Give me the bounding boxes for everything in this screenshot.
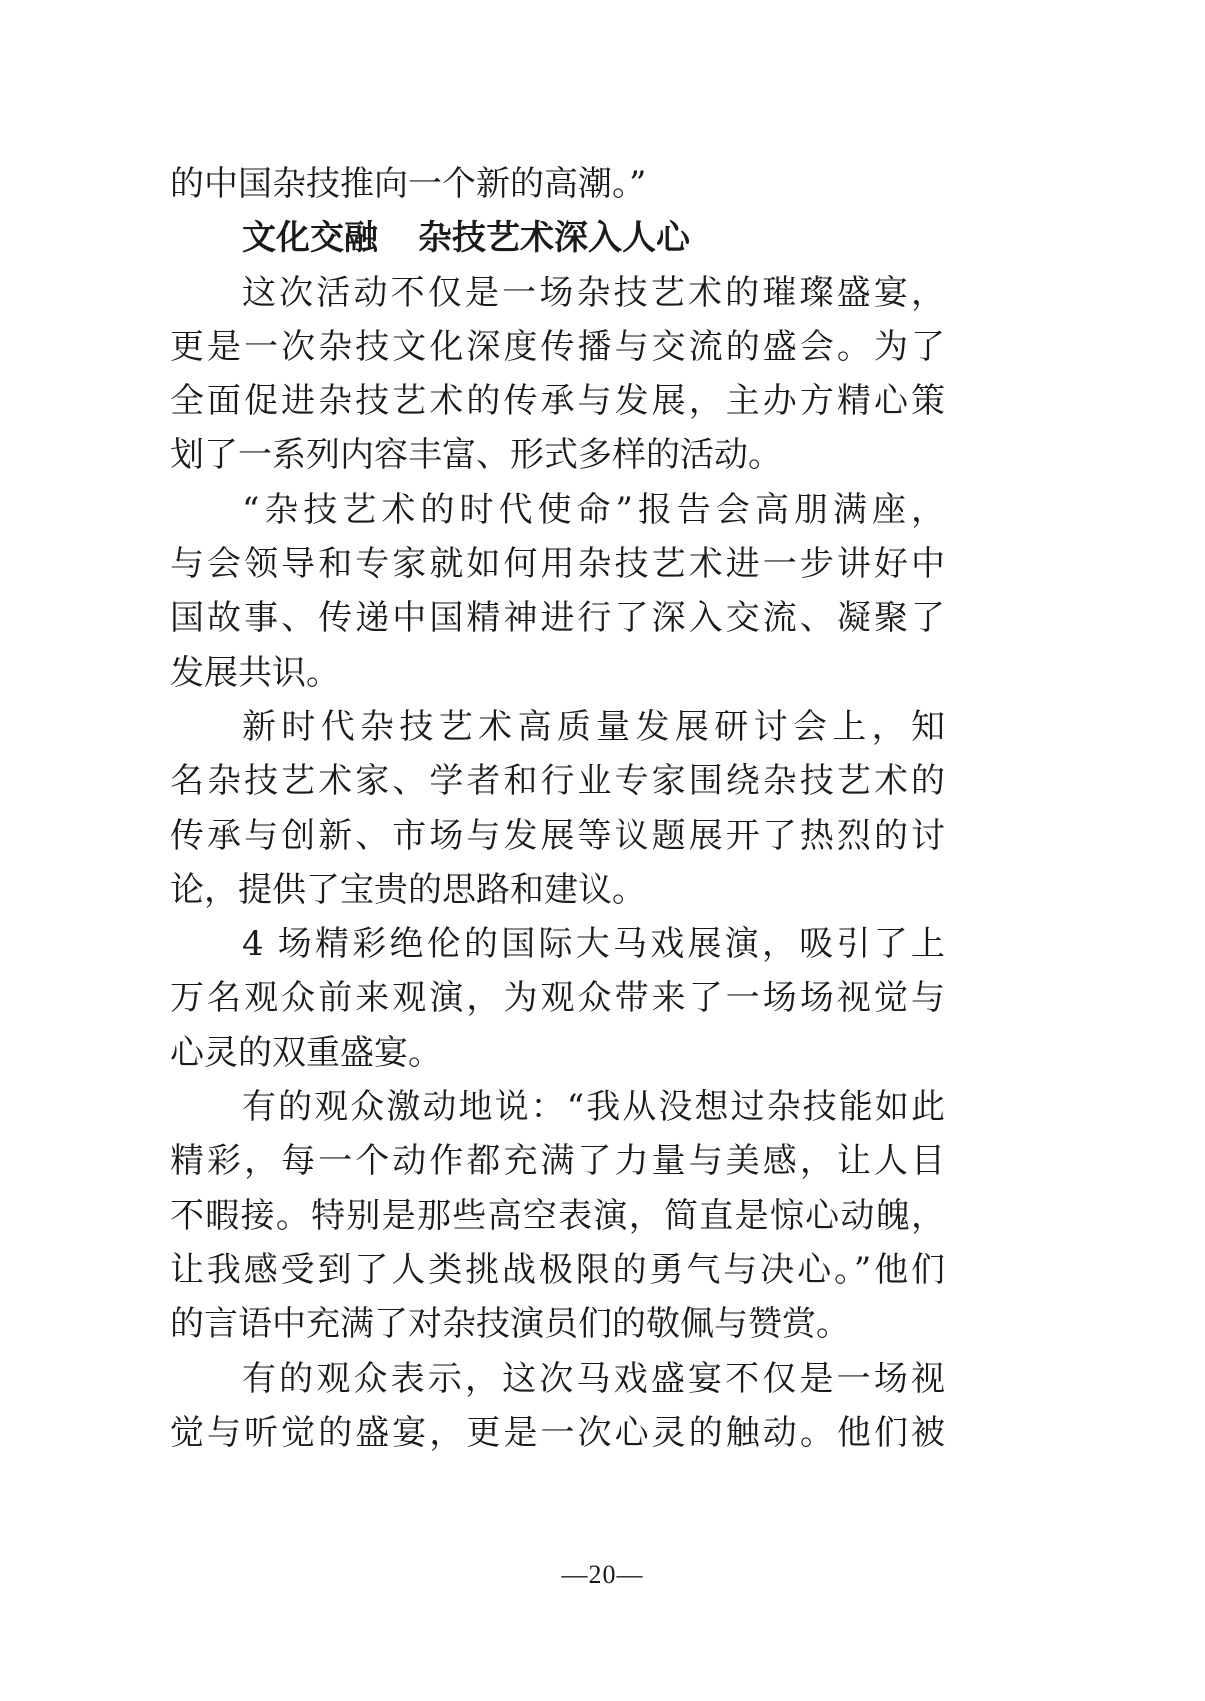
paragraph-line: 万名观众前来观演，为观众带来了一场场视觉与: [170, 978, 945, 1019]
paragraph-line: 名杂技艺术家、学者和行业专家围绕杂技艺术的: [170, 761, 945, 802]
paragraph-line: 4 场精彩绝伦的国际大马戏展演，吸引了上: [242, 924, 945, 965]
section-heading: [170, 211, 945, 265]
paragraph-line: 与会领导和专家就如何用杂技艺术进一步讲好中: [170, 544, 945, 585]
paragraph-line: 划了一系列内容丰富、形式多样的活动。: [170, 435, 782, 476]
paragraph-line: 心灵的双重盛宴。: [170, 1032, 442, 1073]
paragraph-line: 这次活动不仅是一场杂技艺术的璀璨盛宴，: [242, 272, 945, 313]
page-number: —20—: [561, 1560, 644, 1589]
paragraph-line: 有的观众激动地说：“我从没想过杂技能如此: [242, 1087, 945, 1128]
paragraph-line: 国故事、传递中国精神进行了深入交流、凝聚了: [170, 598, 945, 639]
paragraph-line: 新时代杂技艺术高质量发展研讨会上，知: [242, 706, 945, 747]
section-heading-part2: 杂技艺术深入人心: [418, 218, 690, 259]
paragraph-line: 全面促进杂技艺术的传承与发展，主办方精心策: [170, 381, 945, 422]
paragraph-line: 论，提供了宝贵的思路和建议。: [170, 869, 646, 910]
paragraph-line: 不暇接。特别是那些高空表演，简直是惊心动魄，: [170, 1195, 945, 1236]
paragraph-line: 觉与听觉的盛宴，更是一次心灵的触动。他们被: [170, 1412, 945, 1453]
paragraph-line: 发展共识。: [170, 652, 340, 693]
paragraph-line: 的中国杂技推向一个新的高潮。”: [170, 164, 647, 204]
paragraph-line: 更是一次杂技文化深度传播与交流的盛会。为了: [170, 326, 945, 367]
paragraph-line: 精彩，每一个动作都充满了力量与美感，让人目: [170, 1141, 945, 1182]
paragraph-line: 有的观众表示，这次马戏盛宴不仅是一场视: [242, 1358, 945, 1399]
paragraph-line: 的言语中充满了对杂技演员们的敬佩与赞赏。: [170, 1304, 850, 1345]
paragraph-line: 传承与创新、市场与发展等议题展开了热烈的讨: [170, 815, 945, 856]
section-heading-part1: 文化交融: [242, 218, 378, 259]
paragraph-line: 让我感受到了人类挑战极限的勇气与决心。”他们: [170, 1249, 945, 1290]
paragraph-line: “杂技艺术的时代使命”报告会高朋满座，: [242, 489, 945, 530]
body-text: [170, 157, 945, 1460]
